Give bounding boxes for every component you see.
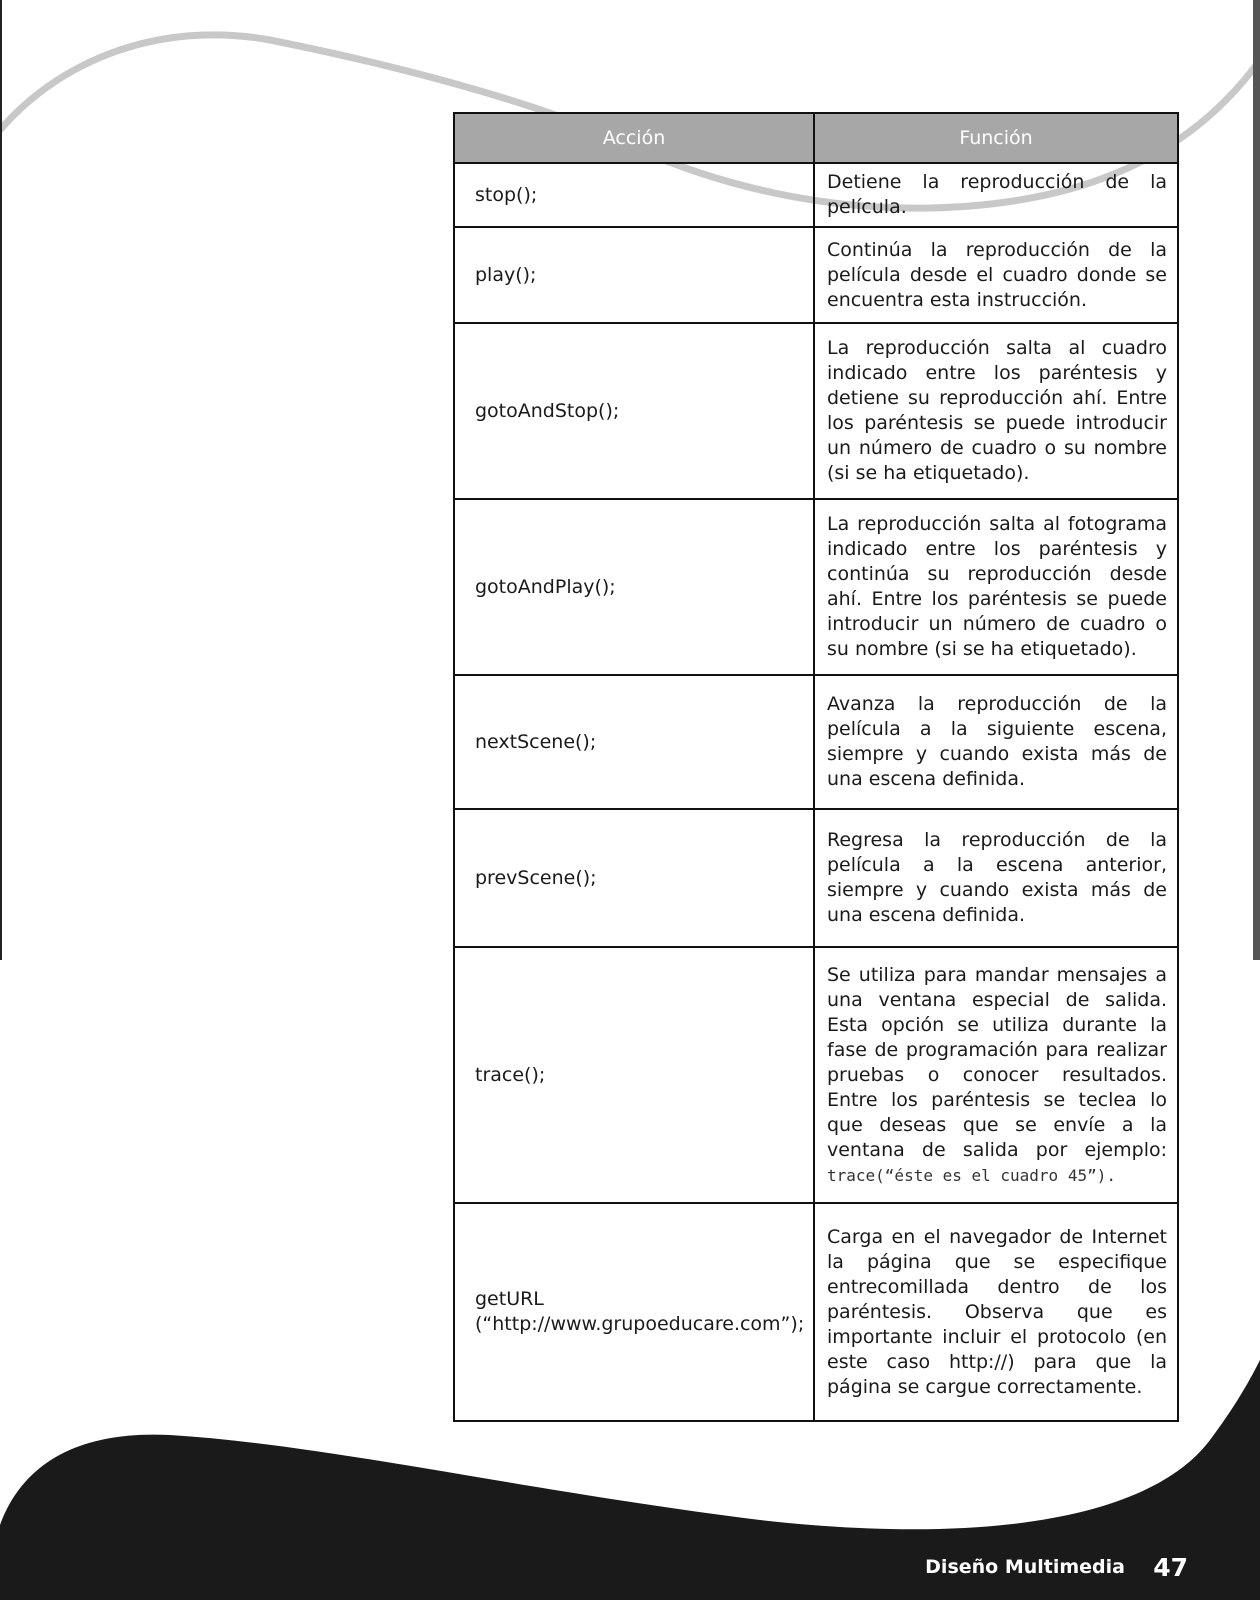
table-row <box>454 227 1178 323</box>
function-cell: Regresa la reproducción de la película a la escena anterior, siempre y cuando exista más de una escena definida. <box>814 809 1178 947</box>
table-row <box>454 675 1178 809</box>
header-action: Acción <box>454 113 814 163</box>
header-function: Función <box>814 113 1178 163</box>
action-line: (“http://www.grupoeducare.com”); <box>475 1313 805 1335</box>
action-cell: gotoAndPlay(); <box>454 499 814 675</box>
code-sample: trace(“éste es el cuadro 45”). <box>827 1165 1116 1185</box>
table-row <box>454 1203 1178 1421</box>
function-cell: Avanza la reproducción de la película a la siguiente escena, siempre y cuando exista más de una escena definida. <box>814 675 1178 809</box>
function-cell <box>814 947 1178 1203</box>
action-cell: gotoAndStop(); <box>454 323 814 499</box>
action-cell: trace(); <box>454 947 814 1203</box>
table-row <box>454 809 1178 947</box>
table-row <box>454 499 1178 675</box>
action-cell: stop(); <box>454 163 814 227</box>
function-cell: Detiene la reproducción de la película. <box>814 163 1178 227</box>
actions-reference-table <box>453 112 1179 1422</box>
table-row <box>454 947 1178 1203</box>
footer-book-title: Diseño Multimedia <box>925 1556 1125 1578</box>
action-cell: nextScene(); <box>454 675 814 809</box>
function-cell: Continúa la reproducción de la película desde el cuadro donde se encuentra esta instrucción. <box>814 227 1178 323</box>
function-cell: La reproducción salta al cuadro indicado entre los paréntesis y detiene su reproducción ahí. Entre los paréntesis se puede introducir un número de cuadro o su nombre (si se ha etiquetado). <box>814 323 1178 499</box>
function-text: Se utiliza para mandar mensajes a una ventana especial de salida. Esta opción se utiliza durante la fase de programación para realizar pruebas o conocer resultados. Entre los paréntesis se teclea lo que deseas que se envíe a la ventana de salida por ejemplo: <box>827 963 1167 1161</box>
function-cell: Carga en el navegador de Internet la página que se especifique entrecomillada dentro de los paréntesis. Observa que es importante incluir el protocolo (en este caso http://) para que la página se cargue correctamente. <box>814 1203 1178 1421</box>
action-cell: play(); <box>454 227 814 323</box>
page-number: 47 <box>1153 1553 1188 1582</box>
action-line: getURL <box>475 1288 544 1310</box>
table-row <box>454 163 1178 227</box>
action-cell: prevScene(); <box>454 809 814 947</box>
table-row <box>454 323 1178 499</box>
right-margin-rule <box>1253 0 1260 960</box>
function-cell: La reproducción salta al fotograma indicado entre los paréntesis y continúa su reproducción desde ahí. Entre los paréntesis se puede introducir un número de cuadro o su nombre (si se ha etiquetado). <box>814 499 1178 675</box>
action-cell <box>454 1203 814 1421</box>
table-header-row <box>454 113 1178 163</box>
left-margin-rule <box>0 0 2 960</box>
